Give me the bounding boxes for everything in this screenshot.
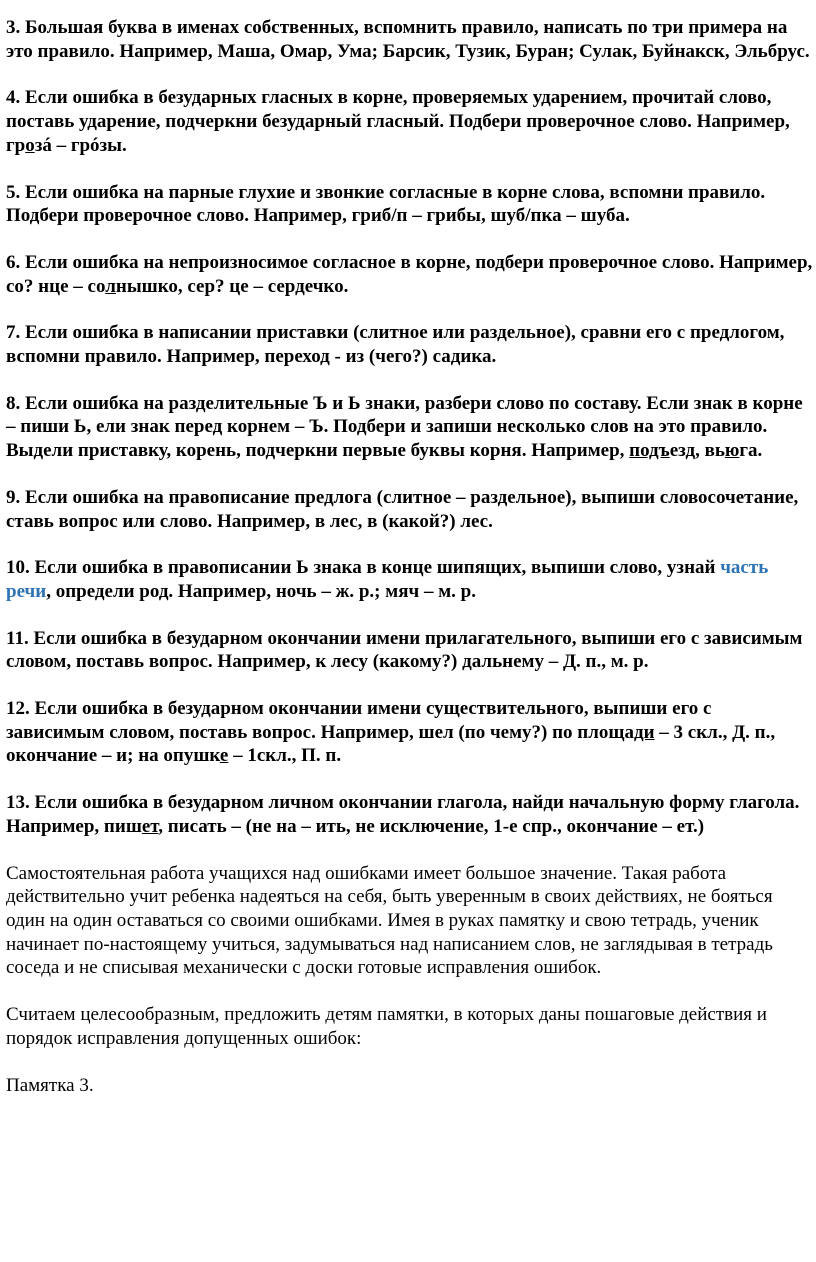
rule-12 bbox=[6, 697, 814, 768]
rule-12-text-mid: – 3 скл., Д. п., окончание – и; на опушк bbox=[6, 721, 776, 767]
rule-10-text: 10. Если ошибка в правописании Ь знака в конце шипящих, выпиши слово, узнай bbox=[6, 557, 721, 579]
rule-10-text-end: , определи род. Например, ночь – ж. р.; мяч – м. р. bbox=[46, 580, 476, 602]
rule-6-text-mid: нышко, сер? це – сер bbox=[115, 275, 296, 297]
rule-12-underlined-ending-2: е bbox=[219, 745, 229, 767]
paragraph-independent-work-text: Самостоятельная работа учащихся над ошибками имеет большое значение. Такая работа действительно учит ребенка надеяться на себя, быть уверенным в своих действиях, не бояться один на один оставаться со своими ошибками. Имея в руках памятку и свою тетрадь, ученик начинает по-настоящему учиться, задумываться над написанием слов, не заглядывая в тетрадь соседа и не списывая механически с доски готовые исправления ошибок. bbox=[6, 862, 773, 979]
rule-11-text: 11. Если ошибка в безударном окончании имени прилагательного, выпиши его с зависимым словом, поставь вопрос. Например, к лесу (какому?) дальнему – Д. п., м. р. bbox=[6, 627, 803, 673]
part-of-speech-link[interactable]: часть речи bbox=[6, 557, 769, 602]
memo-heading-text: Памятка 3. bbox=[6, 1074, 94, 1096]
rule-3-text: 3. Большая буква в именах собственных, вспомнить правило, написать по три примера на это правило. Например, Маша, Омар, Ума; Барсик, Тузик, Буран; Сулак, Буйнакск, Эльбрус. bbox=[6, 17, 810, 62]
rule-4-text: 4. Если ошибка в безударных гласных в корне, проверяемых ударением, прочитай слово, поставь ударение, подчеркни безударный гласный. Подбери проверочное слово. Например, гр bbox=[6, 87, 790, 156]
rule-6-underlined-letter-1: л bbox=[105, 275, 116, 297]
rule-5 bbox=[6, 181, 814, 228]
rule-6-text-end: ечко. bbox=[304, 275, 349, 297]
rule-6-text: 6. Если ошибка на непроизносимое согласное в корне, подбери проверочное слово. Например, со? нце – со bbox=[6, 251, 813, 297]
rule-11 bbox=[6, 627, 814, 674]
rule-6 bbox=[6, 251, 814, 298]
rule-9 bbox=[6, 486, 814, 533]
rule-13-text: 13. Если ошибка в безударном личном окончании глагола, найди начальную форму глагола. Например, пиш bbox=[6, 792, 800, 837]
rule-10 bbox=[6, 556, 814, 603]
rule-6-underlined-letter-2: д bbox=[295, 275, 305, 297]
rule-8-text-mid: езд, вь bbox=[669, 440, 725, 462]
rule-8 bbox=[6, 392, 814, 463]
rule-9-text: 9. Если ошибка на правописание предлога (слитное – раздельное), выпиши словосочетание, ставь вопрос или слово. Например, в лес, в (какой?) лес. bbox=[6, 486, 799, 532]
rule-12-underlined-ending-1: ди bbox=[633, 721, 655, 743]
rule-12-text-end: – 1скл., П. п. bbox=[228, 745, 342, 767]
rule-8-underlined-prefix: подъ bbox=[629, 440, 670, 462]
rule-8-text: 8. Если ошибка на разделительные Ъ и Ь знаки, разбери слово по составу. Если знак в корне – пиши Ь, ели знак перед корнем – Ъ. Подбери и запиши несколько слов на это правило. Выдели приставку, корень, подчеркни первые буквы корня. Например, bbox=[6, 392, 803, 462]
rule-13-text-end: , писать – (не на – ить, не исключение, 1-е спр., окончание – ет.) bbox=[158, 815, 705, 837]
rule-4-underlined-vowel: о bbox=[25, 134, 35, 156]
rule-4-text-end: зá – грóзы. bbox=[34, 134, 127, 156]
memo-heading bbox=[6, 1074, 814, 1098]
rule-13-underlined-ending: ет bbox=[141, 815, 159, 837]
rule-3 bbox=[6, 16, 814, 63]
rule-7 bbox=[6, 321, 814, 368]
paragraph-memo-intro-text: Считаем целесообразным, предложить детям памятки, в которых даны пошаговые действия и порядок исправления допущенных ошибок: bbox=[6, 1004, 767, 1049]
paragraph-memo-intro bbox=[6, 1003, 814, 1050]
rule-8-underlined-letter: ю bbox=[724, 440, 740, 462]
rule-12-text: 12. Если ошибка в безударном окончании имени существительного, выпиши его с зависимым словом, поставь вопрос. Например, шел (по чему?) по площа bbox=[6, 698, 712, 743]
rule-13 bbox=[6, 791, 814, 838]
rule-4 bbox=[6, 86, 814, 157]
paragraph-independent-work bbox=[6, 862, 814, 981]
rule-5-text: 5. Если ошибка на парные глухие и звонкие согласные в корне слова, вспомни правило. Подбери проверочное слово. Например, гриб/п – грибы, шуб/пка – шуба. bbox=[6, 181, 766, 227]
rule-8-text-end: га. bbox=[739, 440, 763, 462]
rule-7-text: 7. Если ошибка в написании приставки (слитное или раздельное), сравни его с предлогом, вспомни правило. Например, переход - из (чего?) садика. bbox=[6, 322, 785, 368]
